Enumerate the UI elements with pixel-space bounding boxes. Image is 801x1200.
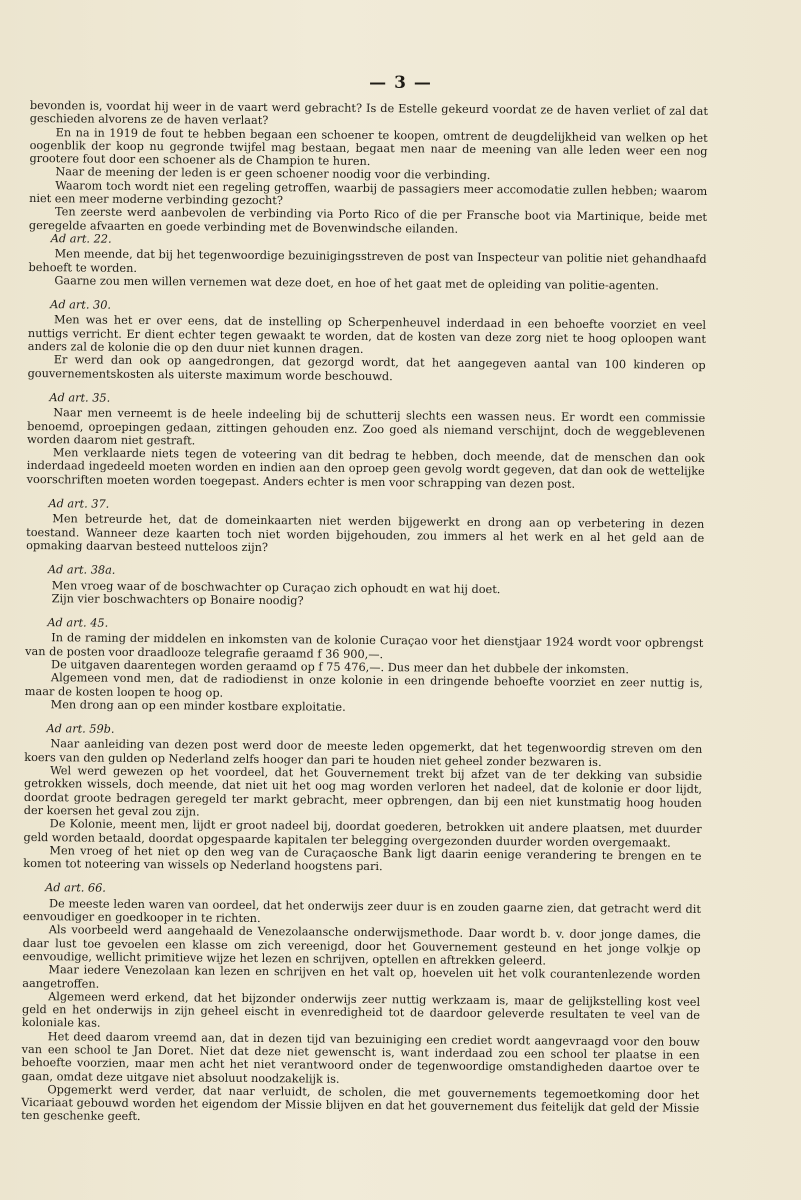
paragraph: Opgemerkt werd verder, dat naar verluidt, de scholen, die met gouvernements tegemoetkoming door het Vicariaat gebouwd worden het eigendom der Missie blijven en dat het gouvernement dus feitelijk dat geld der Missie ten geschenke geeft. xyxy=(21,1083,700,1124)
paragraph: En na in 1919 de fout te hebben begaan een schoener te koopen, omtrent de deugdelijkheid van welken op het oogenblik der koop nu gegronde twijfel mag bestaan, begaat men naar de meening van alle leden weer een nog grootere fout door een schoener als de Champion te huren. xyxy=(29,125,708,169)
article-section xyxy=(26,563,704,611)
article-section xyxy=(26,497,704,558)
paragraph: Waarom toch wordt niet een regeling getroffen, waarbij de passagiers meer accomodatie zullen hebben; waarom niet een meer moderne verbinding gezocht? xyxy=(29,179,708,208)
article-heading: Ad art. 22. xyxy=(50,232,112,246)
paragraph: De meeste leden waren van oordeel, dat het onderwijs zeer duur is en zouden gaarne zien, dat getracht werd dit eenvoudiger en goedkooper in te richten. xyxy=(22,896,702,926)
article-heading: Ad art. 59b. xyxy=(46,722,115,736)
article-section xyxy=(21,881,701,1128)
article-heading: Ad art. 38a. xyxy=(47,563,116,577)
paragraph: Het deed daarom vreemd aan, dat in dezen tijd van bezuiniging een crediet wordt aangevraagd voor den bouw van een school te Jan Doret. Niet dat deze niet gewenscht is, want inderdaad zou een school ter plaatse in een behoefte voorzien, maar men acht het niet verantwoord onder de tegenwoordige omstandigheden daartoe over te gaan, omdat deze uitgave niet absoluut noodzakelijk is. xyxy=(21,1029,700,1086)
paragraph: Zijn vier boschwachters op Bonaire noodig? xyxy=(51,592,304,608)
paragraph: Men verklaarde niets tegen de voteering van dit bedrag te hebben, doch meende, dat de menschen dan ook inderdaad ingedeeld moeten worden en indien aan den oproep geen gevolg wordt gegeven, dat dan ook de wettelijke voorschriften moeten worden toegepast. Anders echter is men voor schrapping van dezen post. xyxy=(26,446,705,491)
paragraph: Men vroeg waar of de boschwachter op Curaçao zich ophoudt en wat hij doet. xyxy=(51,578,501,596)
paragraph: Men drong aan op een minder kostbare exploitatie. xyxy=(50,698,346,714)
paragraph: Er werd dan ook op aangedrongen, dat gezorgd wordt, dat het aangegeven aantal van 100 kinderen op gouvernementskosten als uiterste maximum worde beschouwd. xyxy=(27,353,706,383)
paragraph: Als voorbeeld werd aangehaald de Venezolaansche onderwijsmethode. Daar wordt b. v. door jonge dames, die daar lust toe gevoelen een klasse om zich vereenigd, door het Gouvernement gesteund en het jonge volkje op eenvoudige, wellicht primitieve wijze het lezen en schrijven, optellen en aftrekken geleerd. xyxy=(22,923,701,968)
paragraph: De Kolonie, meent men, lijdt er groot nadeel bij, doordat goederen, betrokken uit andere plaatsen, met duurder geld worden betaald, doordat opgespaarde kapitalen ter belegging overgezonden duurder worden overgemaakt. xyxy=(23,817,702,850)
paragraph: Algemeen vond men, dat de radiodienst in onze kolonie in een dringende behoefte voorziet en zeer nuttig is, maar de kosten loopen te hoog op. xyxy=(24,671,703,700)
article-section xyxy=(27,391,706,492)
article-heading: Ad art. 45. xyxy=(47,616,109,630)
article-heading: Ad art. 66. xyxy=(45,881,106,896)
paragraph: Gaarne zou men willen vernemen wat deze doet, en hoe of het gaat met de opleiding van politie-agenten. xyxy=(54,274,659,293)
document-body xyxy=(21,99,708,1129)
article-section xyxy=(28,298,707,386)
paragraph: Men meende, dat bij het tegenwoordige bezuinigingsstreven de post van Inspecteur van politie niet gehandhaafd behoeft te worden. xyxy=(28,247,707,275)
article-section xyxy=(28,232,706,293)
paragraph: Algemeen werd erkend, dat het bijzonder onderwijs zeer nuttig werkzaam is, maar de gelijkstelling kost veel geld en het onderwijs in zijn geheel eischt in evenredigheid tot de daardoor geleverde resultaten te veel van de koloniale kas. xyxy=(21,990,701,1031)
page-number: — 3 — xyxy=(369,73,432,93)
paragraph: Maar iedere Venezolaan kan lezen en schrijven en het valt op, hoevelen uit het volk courantenlezende worden aangetroffen. xyxy=(22,963,701,991)
article-section xyxy=(25,616,704,717)
intro-block xyxy=(29,99,708,238)
article-heading: Ad art. 30. xyxy=(50,298,112,312)
article-sections xyxy=(21,232,707,1129)
paragraph: bevonden is, voordat hij weer in de vaart werd gebracht? Is de Estelle gekeurd voordat ze de haven verliet of zal dat geschieden alvorens ze de haven verlaat? xyxy=(29,99,708,128)
paragraph: De uitgaven daarentegen worden geraamd op f 75 476,—. Dus meer dan het dubbele der inkomsten. xyxy=(51,658,630,677)
paragraph: Naar men verneemt is de heele indeeling bij de schutterij slechts een wassen neus. Er wordt een commissie benoemd, oproepingen gedaan, zittingen gehouden enz. Zoo goed als niemand verschijnt, doch de weggeblevenen worden daarom niet gestraft. xyxy=(26,406,706,448)
paragraph: Naar aanleiding van dezen post werd door de meeste leden opgemerkt, dat het tegenwoordig streven om den koers van den gulden op Nederland zelfs hooger dan pari te houden niet geheel zonder bezwaren is. xyxy=(24,737,703,769)
paragraph: Naar de meening der leden is er geen schoener noodig voor die verbinding. xyxy=(55,165,491,183)
article-section xyxy=(23,722,702,876)
paragraph: Men vroeg of het niet op den weg van de Curaçaosche Bank ligt daarin eenige verandering te brengen en te komen tot noteering van wissels op Nederland hoogstens pari. xyxy=(23,844,702,874)
article-heading: Ad art. 35. xyxy=(49,391,111,405)
article-heading: Ad art. 37. xyxy=(48,497,110,511)
paragraph: Men betreurde het, dat de domeinkaarten niet werden bijgewerkt en drong aan op verbetering in dezen toestand. Wanneer deze kaarten toch niet worden bijgehouden, zou immers al het werk en al het geld aan de opmaking daarvan besteed nutteloos zijn? xyxy=(26,512,705,554)
paragraph: Men was het er over eens, dat de instelling op Scherpenheuvel inderdaad in een behoefte voorziet en veel nuttigs verricht. Er dient echter tegen gewaakt te worden, dat de kosten van deze zorg niet te hoog oploopen want anders zal de kolonie die op den duur niet kunnen dragen. xyxy=(27,313,707,356)
paragraph: Wel werd gewezen op het voordeel, dat het Gouvernement trekt bij afzet van de ter dekking van subsidie getrokken wissels, doch meende, dat niet uit het oog mag worden verloren het nadeel, dat de kolonie er door lijdt, doordat groote bedragen geregeld ter markt gebracht, meer opbrengen, dan bij een niet kunstmatig hoog houden der koersen het geval zou zijn. xyxy=(23,764,703,819)
paragraph: Ten zeerste werd aanbevolen de verbinding via Porto Rico of die per Fransche boot via Martinique, beide met geregelde afvaarten en goede verbinding met de Bovenwindsche eilanden. xyxy=(28,205,708,236)
paragraph: In de raming der middelen en inkomsten van de kolonie Curaçao voor het dienstjaar 1924 wordt voor opbrengst van de posten voor draadlooze telegrafie geraamd f 36 900,—. xyxy=(25,631,704,661)
